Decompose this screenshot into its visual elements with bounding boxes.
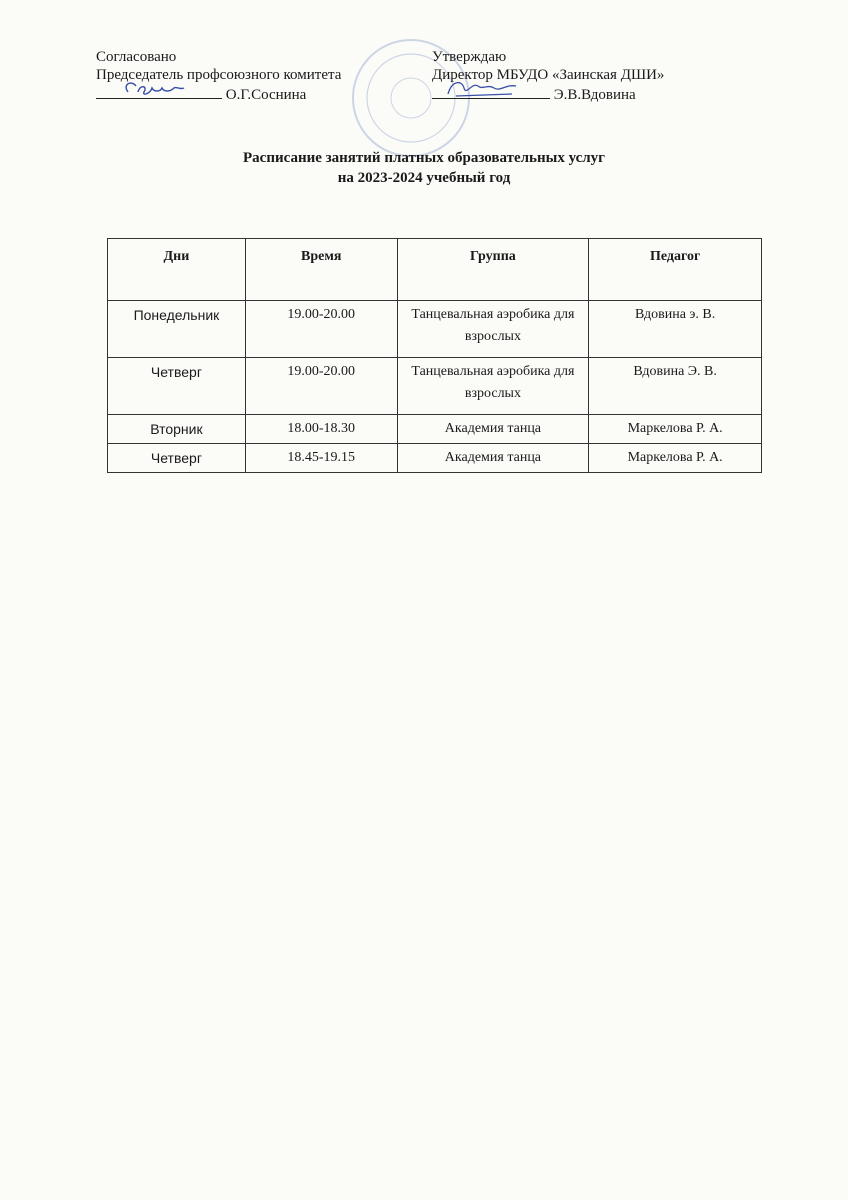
approval-right-name: Э.В.Вдовина [553, 87, 636, 103]
table-row [108, 301, 762, 358]
cell-day: Четверг [108, 358, 246, 415]
cell-group: Академия танца [397, 415, 589, 444]
cell-time: 19.00-20.00 [245, 301, 397, 358]
approval-right-position: Директор МБУДО «Заинская ДШИ» [432, 67, 665, 83]
cell-group: Академия танца [397, 444, 589, 473]
cell-group: Танцевальная аэробика для взрослых [397, 358, 589, 415]
schedule-table [107, 238, 762, 473]
table-row [108, 415, 762, 444]
approval-left-heading: Согласовано [96, 49, 177, 65]
approval-left-name: О.Г.Соснина [225, 87, 307, 103]
table-row [108, 358, 762, 415]
approval-right-heading: Утверждаю [432, 49, 507, 65]
title-line-2: на 2023-2024 учебный год [337, 170, 511, 186]
cell-day: Четверг [108, 444, 246, 473]
cell-day: Вторник [108, 415, 246, 444]
table-row [108, 444, 762, 473]
approval-left-signature-line [96, 84, 396, 104]
document-title [0, 148, 848, 188]
title-line-1: Расписание занятий платных образовательных услуг [243, 150, 605, 166]
cell-time: 19.00-20.00 [245, 358, 397, 415]
cell-teacher: Вдовина Э. В. [589, 358, 762, 415]
table-header-row [108, 239, 762, 301]
approval-left-position: Председатель профсоюзного комитета [96, 67, 342, 83]
cell-teacher: Вдовина э. В. [589, 301, 762, 358]
approval-right-signature-line [432, 84, 752, 104]
approval-block-left [96, 48, 396, 104]
cell-teacher: Маркелова Р. А. [589, 415, 762, 444]
cell-group: Танцевальная аэробика для взрослых [397, 301, 589, 358]
header-group: Группа [397, 239, 589, 301]
cell-time: 18.45-19.15 [245, 444, 397, 473]
cell-time: 18.00-18.30 [245, 415, 397, 444]
header-days: Дни [108, 239, 246, 301]
cell-teacher: Маркелова Р. А. [589, 444, 762, 473]
signature-underline [432, 84, 550, 99]
approval-block-right [432, 48, 752, 104]
header-time: Время [245, 239, 397, 301]
cell-day: Понедельник [108, 301, 246, 358]
header-teacher: Педагог [589, 239, 762, 301]
signature-underline [96, 84, 222, 99]
